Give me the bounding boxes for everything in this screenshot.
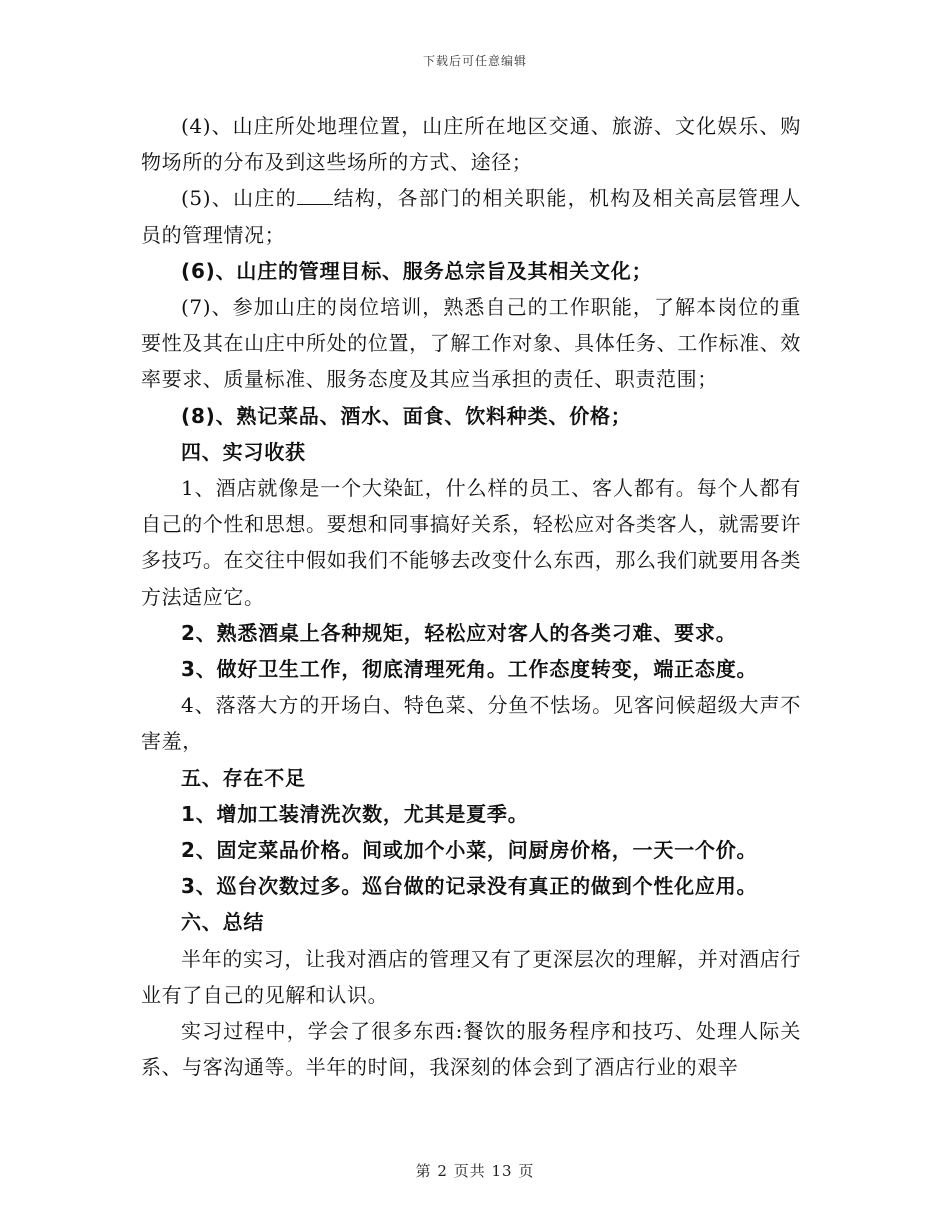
paragraph-gain-4: 4、落落大方的开场白、特色菜、分鱼不怯场。见客问候超级大声不害羞， (141, 693, 801, 754)
section-heading-gains: 四、实习收获 (181, 439, 306, 464)
paragraph-item-4: (4)、山庄所处地理位置，山庄所在地区交通、旅游、文化娱乐、购物场所的分布及到这些场所的方式、途径； (141, 114, 801, 175)
paragraph-shortcoming-1: 1、增加工装清洗次数，尤其是夏季。 (181, 801, 529, 826)
paragraph-summary-2: 实习过程中，学会了很多东西:餐饮的服务程序和技巧、处理人际关系、与客沟通等。半年的时间，我深刻的体会到了酒店行业的艰辛 (141, 1019, 801, 1080)
paragraph-gain-3: 3、做好卫生工作，彻底清理死角。工作态度转变，端正态度。 (181, 657, 758, 682)
paragraph-item-7: (7)、参加山庄的岗位培训，熟悉自己的工作职能，了解本岗位的重要性及其在山庄中所处的位置，了解工作对象、具体任务、工作标准、效率要求、质量标准、服务态度及其应当承担的责任、职责范围； (141, 295, 801, 392)
paragraph-item-5 (141, 180, 801, 252)
paragraph-item-5-end: 结构，各部门的相关职能，机构及相关高层管理人员的管理情况； (141, 186, 802, 247)
paragraph-item-5-start: (5)、山庄的 (181, 186, 297, 211)
paragraph-item-8: (8)、熟记菜品、酒水、面食、饮料种类、价格； (181, 403, 632, 428)
page-footer: 第 2 页共 13 页 (415, 1162, 535, 1180)
paragraph-gain-1: 1、酒店就像是一个大染缸，什么样的员工、客人都有。每个人都有自己的个性和思想。要想和同事搞好关系，轻松应对各类客人，就需要许多技巧。在交往中假如我们不能够去改变什么东西，那么我们就要用各类方法适应它。 (141, 476, 801, 609)
paragraph-gain-2: 2、熟悉酒桌上各种规矩，轻松应对客人的各类刁难、要求。 (181, 620, 737, 645)
section-heading-shortcomings: 五、存在不足 (181, 765, 306, 790)
paragraph-shortcoming-3: 3、巡台次数过多。巡台做的记录没有真正的做到个性化应用。 (181, 874, 758, 899)
section-heading-summary: 六、总结 (181, 910, 265, 935)
document-body (141, 108, 801, 1085)
paragraph-summary-1: 半年的实习，让我对酒店的管理又有了更深层次的理解，并对酒店行业有了自己的见解和认识。 (141, 946, 801, 1007)
blank-underline (297, 186, 333, 205)
page-header: 下载后可任意编辑 (422, 54, 527, 68)
paragraph-item-6: (6)、山庄的管理目标、服务总宗旨及其相关文化； (181, 258, 653, 283)
paragraph-shortcoming-2: 2、固定菜品价格。间或加个小菜，问厨房价格，一天一个价。 (181, 838, 758, 863)
